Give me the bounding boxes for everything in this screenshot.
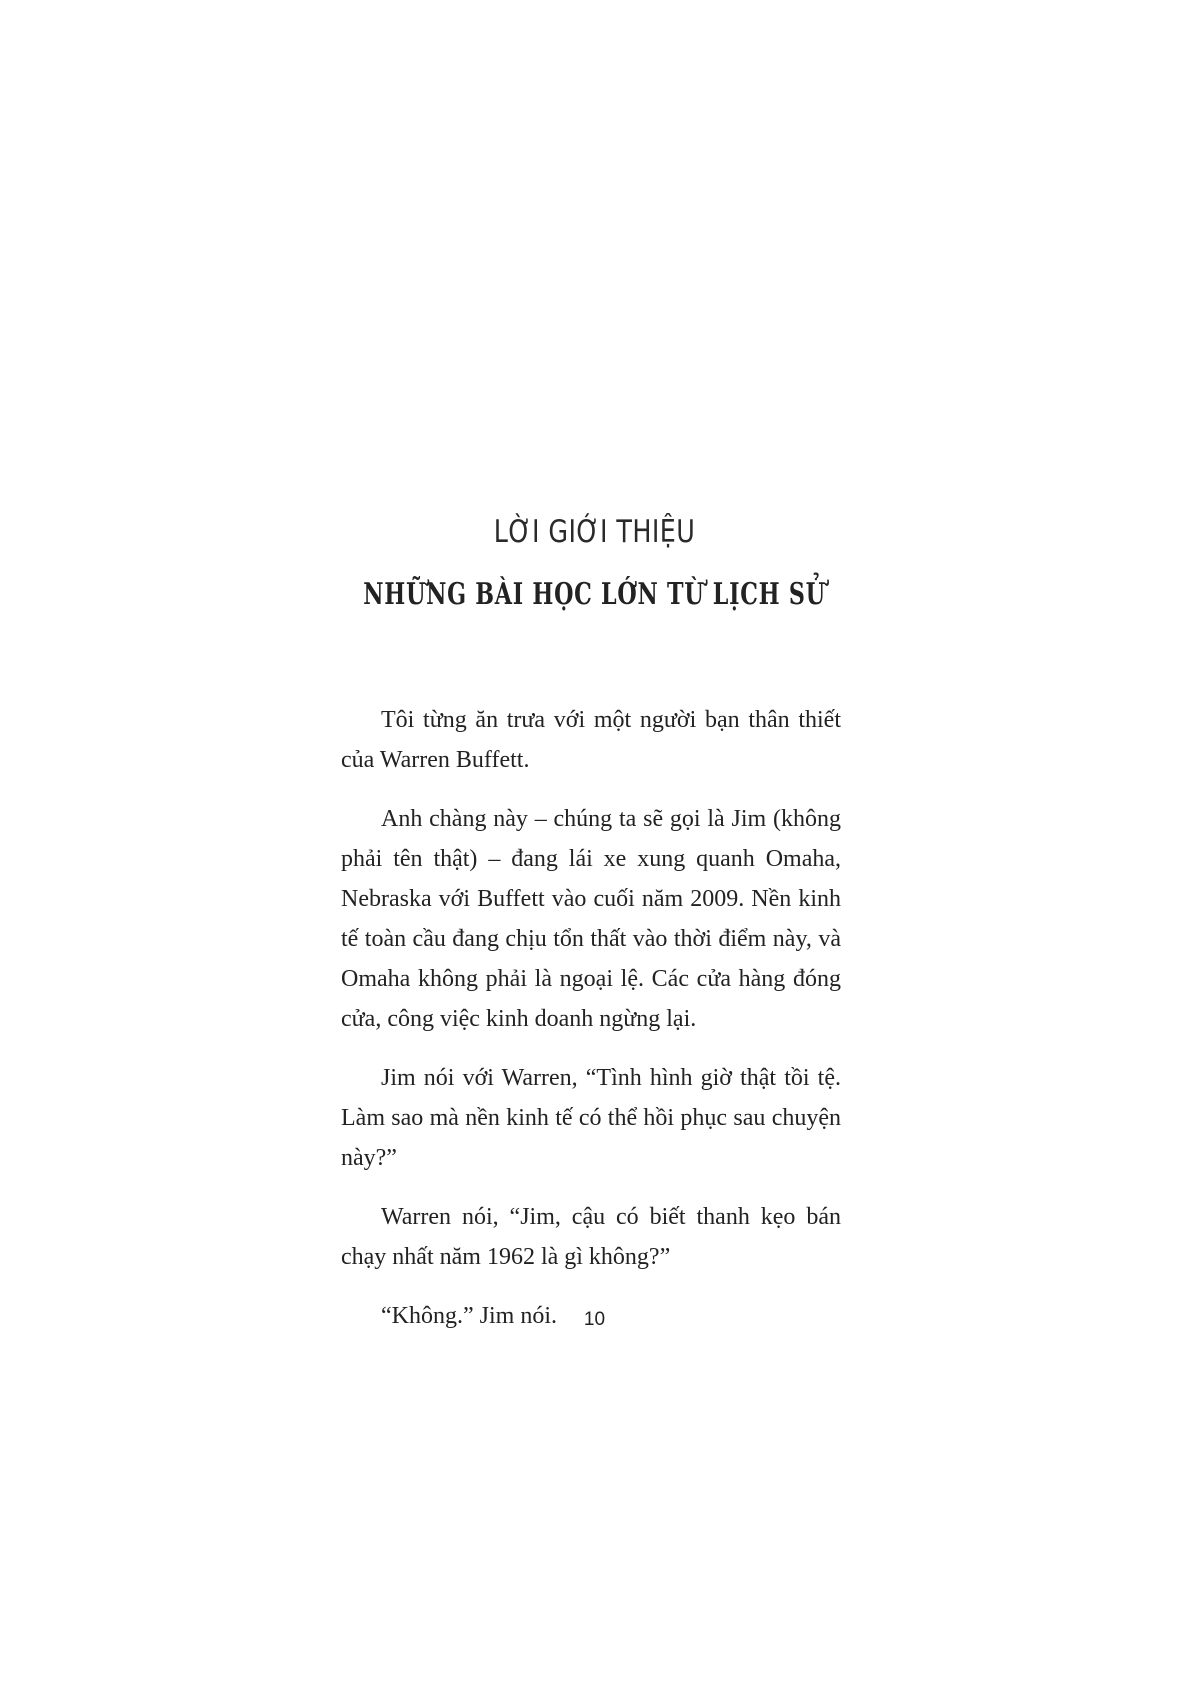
chapter-label: LỜI GIỚI THIỆU <box>493 514 696 550</box>
chapter-title: NHỮNG BÀI HỌC LỚN TỪ LỊCH SỬ <box>363 577 826 612</box>
paragraph: Anh chàng này – chúng ta sẽ gọi là Jim (không phải tên thật) – đang lái xe xung quanh Omaha, Nebraska với Buffett vào cuối năm 2009. Nền kinh tế toàn cầu đang chịu tổn thất vào thời điểm này, và Omaha không phải là ngoại lệ. Các cửa hàng đóng cửa, công việc kinh doanh ngừng lại. <box>341 806 841 1032</box>
paragraph: “Không.” Jim nói. <box>381 1303 557 1329</box>
paragraph: Warren nói, “Jim, cậu có biết thanh kẹo bán chạy nhất năm 1962 là gì không?” <box>341 1204 841 1270</box>
paragraph: Tôi từng ăn trưa với một người bạn thân thiết của Warren Buffett. <box>341 707 841 773</box>
body-text <box>341 700 841 1355</box>
paragraph: Jim nói với Warren, “Tình hình giờ thật tồi tệ. Làm sao mà nền kinh tế có thể hồi phục sau chuyện này?” <box>341 1065 841 1171</box>
page-number: 10 <box>583 1309 606 1330</box>
